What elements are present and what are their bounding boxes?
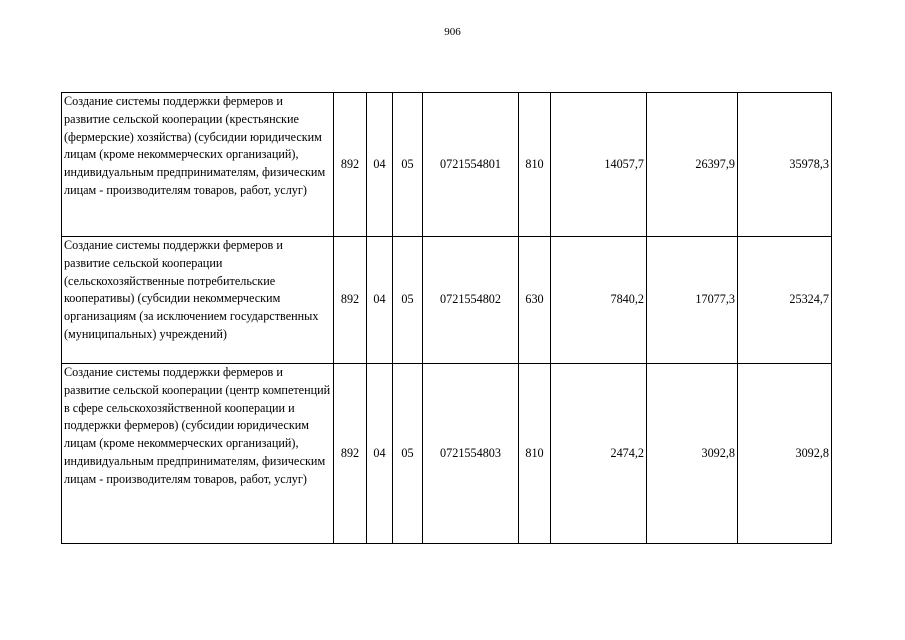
amount-3-cell: 25324,7 xyxy=(738,237,832,364)
table-row xyxy=(62,93,832,237)
target-article-cell: 0721554802 xyxy=(423,237,519,364)
amount-1-cell: 14057,7 xyxy=(551,93,647,237)
table-row xyxy=(62,364,832,544)
section-code-cell: 04 xyxy=(367,237,393,364)
expense-type-cell: 810 xyxy=(519,364,551,544)
amount-2-cell: 3092,8 xyxy=(647,364,738,544)
expense-name-cell: Создание системы поддержки фермеров и развитие сельской кооперации (центр компетенций в сфере сельскохозяйственной кооперации и поддержки фермеров) (субсидии юридическим лицам (кроме некоммерческих организаций), индивидуальным предпринимателям, физическим лицам - производителям товаров, работ, услуг) xyxy=(62,364,334,544)
amount-2-cell: 17077,3 xyxy=(647,237,738,364)
target-article-cell: 0721554803 xyxy=(423,364,519,544)
expense-name-cell: Создание системы поддержки фермеров и развитие сельской кооперации (крестьянские (фермерские) хозяйства) (субсидии юридическим лицам (кроме некоммерческих организаций), индивидуальным предпринимателям, физическим лицам - производителям товаров, работ, услуг) xyxy=(62,93,334,237)
ministry-code-cell: 892 xyxy=(334,364,367,544)
amount-3-cell: 3092,8 xyxy=(738,364,832,544)
section-code-cell: 04 xyxy=(367,364,393,544)
budget-table xyxy=(61,92,832,544)
amount-1-cell: 7840,2 xyxy=(551,237,647,364)
subsection-code-cell: 05 xyxy=(393,93,423,237)
expense-name-cell: Создание системы поддержки фермеров и развитие сельской кооперации (сельскохозяйственные потребительские кооперативы) (субсидии некоммерческим организациям (за исключением государственных (муниципальных) учреждений) xyxy=(62,237,334,364)
ministry-code-cell: 892 xyxy=(334,93,367,237)
subsection-code-cell: 05 xyxy=(393,364,423,544)
amount-3-cell: 35978,3 xyxy=(738,93,832,237)
amount-2-cell: 26397,9 xyxy=(647,93,738,237)
subsection-code-cell: 05 xyxy=(393,237,423,364)
page-number: 906 xyxy=(444,26,461,38)
ministry-code-cell: 892 xyxy=(334,237,367,364)
amount-1-cell: 2474,2 xyxy=(551,364,647,544)
expense-type-cell: 810 xyxy=(519,93,551,237)
section-code-cell: 04 xyxy=(367,93,393,237)
expense-type-cell: 630 xyxy=(519,237,551,364)
target-article-cell: 0721554801 xyxy=(423,93,519,237)
table-row xyxy=(62,237,832,364)
